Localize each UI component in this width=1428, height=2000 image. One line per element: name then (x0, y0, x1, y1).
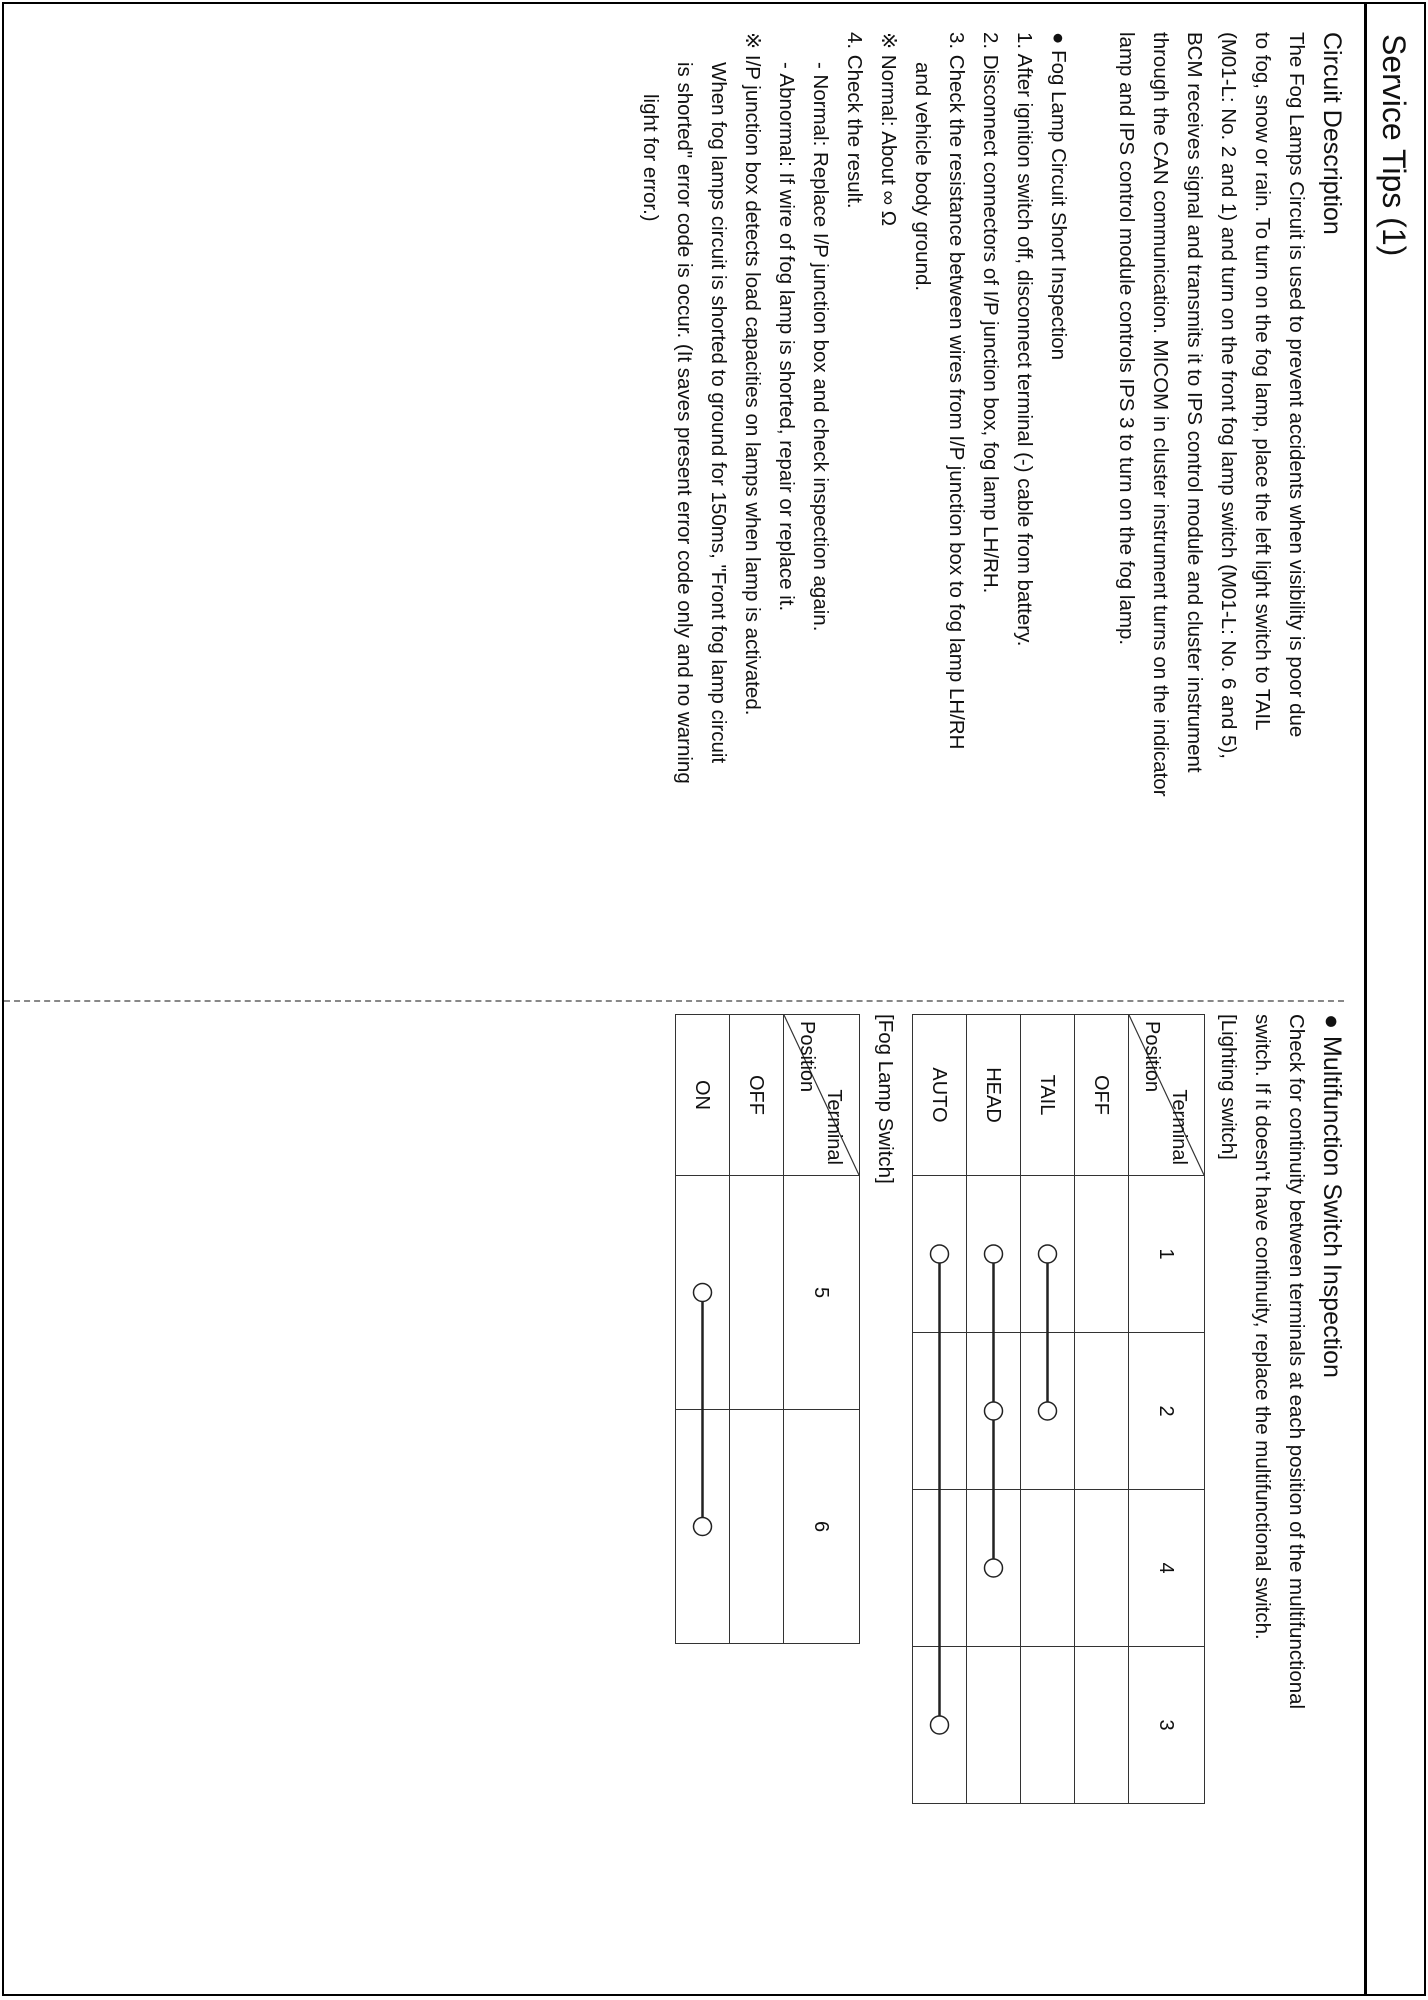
inspection-step: 2. Disconnect connectors of I/P junction box, fog lamp LH/RH. (979, 32, 1002, 594)
continuity-node (694, 1518, 712, 1536)
inspection-note: light for error.) (639, 94, 662, 222)
continuity-cell (1021, 1333, 1075, 1490)
continuity-cell (1075, 1490, 1129, 1647)
continuity-node (1039, 1402, 1057, 1420)
title-bar (1364, 4, 1424, 1994)
table-row (676, 1015, 730, 1644)
continuity-cell (1075, 1176, 1129, 1333)
continuity-cell (730, 1176, 784, 1410)
column-divider (4, 1000, 1344, 1002)
right-column (675, 1014, 1349, 1974)
terminal-header: 4 (1129, 1490, 1205, 1647)
continuity-cell (1021, 1647, 1075, 1804)
continuity-node (985, 1559, 1003, 1577)
continuity-cell (967, 1176, 1021, 1333)
continuity-cell (1021, 1490, 1075, 1647)
inspection-note: ※ I/P junction box detects load capacities on lamps when lamp is activated. (741, 32, 764, 716)
continuity-cell (967, 1647, 1021, 1804)
table-row (1021, 1015, 1075, 1804)
continuity-node (931, 1716, 949, 1734)
continuity-node (694, 1284, 712, 1302)
circuit-line: BCM receives signal and transmits it to IPS control module and cluster instrument (1183, 32, 1206, 773)
table-header-corner (784, 1015, 860, 1176)
continuity-cell (1021, 1176, 1075, 1333)
terminal-header: 3 (1129, 1647, 1205, 1804)
terminal-header: 2 (1129, 1333, 1205, 1490)
continuity-cell (913, 1490, 967, 1647)
multifunction-line: Check for continuity between terminals at each position of the multifunctional (1285, 1014, 1308, 1710)
header-position-label: Position (796, 1021, 818, 1093)
table-row (913, 1015, 967, 1804)
left-column (633, 32, 1349, 987)
continuity-cell (913, 1176, 967, 1333)
multifunction-heading: ● Multifunction Switch Inspection (1318, 1014, 1346, 1378)
continuity-cell (676, 1410, 730, 1644)
continuity-node (931, 1245, 949, 1263)
continuity-cell (967, 1333, 1021, 1490)
continuity-cell (1075, 1333, 1129, 1490)
position-label: TAIL (1021, 1015, 1075, 1176)
table-row (967, 1015, 1021, 1804)
inspection-note: is shorted" error code is occur. (It saves present error code only and no warning (673, 62, 696, 784)
circuit-line: through the CAN communication. MICOM in cluster instrument turns on the indicator (1149, 32, 1172, 797)
inspection-result: - Normal: Replace I/P junction box and check inspection again. (809, 62, 832, 632)
continuity-cell (730, 1410, 784, 1644)
continuity-node (1039, 1245, 1057, 1263)
header-position-label: Position (1141, 1021, 1163, 1093)
circuit-description-heading: Circuit Description (1318, 32, 1346, 235)
continuity-cell (913, 1333, 967, 1490)
continuity-node (985, 1245, 1003, 1263)
continuity-cell (676, 1176, 730, 1410)
header-terminal-label: Terminal (1168, 1089, 1190, 1165)
position-label: OFF (1075, 1015, 1129, 1176)
continuity-cell (967, 1490, 1021, 1647)
fog-lamp-switch-table (675, 1014, 860, 1644)
continuity-cell (1075, 1647, 1129, 1804)
terminal-header: 5 (784, 1176, 860, 1410)
inspection-result: - Abnormal: If wire of fog lamp is shorted, repair or replace it. (775, 62, 798, 612)
position-label: HEAD (967, 1015, 1021, 1176)
inspection-step: and vehicle body ground. (911, 62, 934, 292)
circuit-line: The Fog Lamps Circuit is used to prevent accidents when visibility is poor due (1285, 32, 1308, 738)
inspection-step: 3. Check the resistance between wires from I/P junction box to fog lamp LH/RH (945, 32, 968, 750)
table-row (730, 1015, 784, 1644)
position-label: AUTO (913, 1015, 967, 1176)
inspection-note: ※ Normal: About ∞ Ω (877, 32, 900, 227)
inspection-step: 4. Check the result. (843, 32, 866, 209)
position-label: ON (676, 1015, 730, 1176)
lighting-switch-caption: [Lighting switch] (1217, 1014, 1240, 1160)
lighting-switch-table (912, 1014, 1205, 1804)
short-inspection-heading: ● Fog Lamp Circuit Short Inspection (1047, 32, 1070, 360)
continuity-node (985, 1402, 1003, 1420)
position-label: OFF (730, 1015, 784, 1176)
inspection-step: 1. After ignition switch off, disconnect terminal (-) cable from battery. (1013, 32, 1036, 647)
multifunction-line: switch. If it doesn't have continuity, replace the multifunctional switch. (1251, 1014, 1274, 1640)
table-header-corner (1129, 1015, 1205, 1176)
inspection-note: When fog lamps circuit is shorted to ground for 150ms, "Front fog lamp circuit (707, 62, 730, 764)
page-title: Service Tips (1) (1376, 34, 1412, 257)
terminal-header: 1 (1129, 1176, 1205, 1333)
circuit-line: to fog, snow or rain. To turn on the fog lamp, place the left light switch to TAIL (1251, 32, 1274, 731)
header-terminal-label: Terminal (823, 1089, 845, 1165)
fog-lamp-switch-caption: [Fog Lamp Switch] (874, 1014, 897, 1184)
table-row (1075, 1015, 1129, 1804)
page-frame (2, 2, 1426, 1996)
circuit-line: lamp and IPS control module controls IPS 3 to turn on the fog lamp. (1115, 32, 1138, 646)
terminal-header: 6 (784, 1410, 860, 1644)
continuity-cell (913, 1647, 967, 1804)
circuit-line: (M01-L: No. 2 and 1) and turn on the front fog lamp switch (M01-L: No. 6 and 5), (1217, 32, 1240, 759)
